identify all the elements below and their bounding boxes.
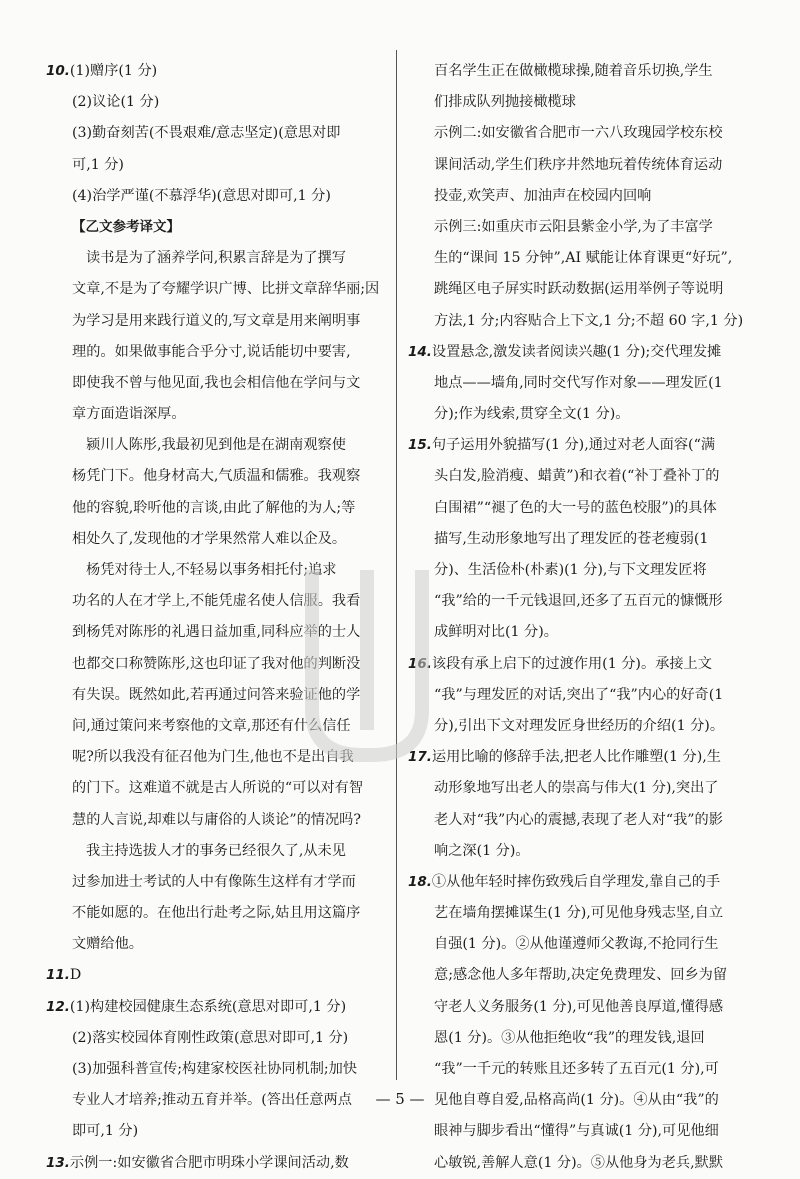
line-text: “我”一千元的转账且还多转了五百元(1 分),可 [434, 1061, 719, 1077]
line-text: 投壶,欢笑声、加油声在校园内回响 [434, 187, 652, 204]
question-number: 11. [46, 967, 70, 984]
right-line [408, 929, 748, 960]
line-text: 老人对“我”内心的震撼,表现了老人对“我”的影 [434, 811, 723, 828]
left-line [46, 898, 386, 929]
line-text: 有失误。既然如此,若再通过问答来验证他的学 [72, 686, 361, 703]
left-line [46, 1054, 386, 1085]
line-text: 也都交口称赞陈彤,这也印证了我对他的判断没 [72, 655, 361, 672]
line-text: (3)加强科普宣传;构建家校医社协同机制;加快 [72, 1061, 358, 1077]
right-line [408, 1054, 748, 1085]
left-line [46, 306, 386, 337]
line-text: “我”与理发匠的对话,突出了“我”内心的好奇(1 [434, 686, 724, 703]
line-text: 杨凭对待士人,不轻易以事务相托付;追求 [86, 562, 337, 578]
left-line [46, 555, 386, 586]
line-text: 他的容貌,聆听他的言谈,由此了解他的为人;等 [72, 499, 356, 516]
line-text: 文章,不是为了夸耀学识广博、比拼文章辞华丽;因 [72, 281, 380, 298]
section-heading: 【乙文参考译文】 [72, 218, 180, 235]
left-line [46, 805, 386, 836]
left-line [46, 368, 386, 399]
line-text: 艺在墙角摆摊谋生(1 分),可见他身残志坚,自立 [434, 905, 724, 922]
right-line [408, 867, 748, 898]
line-text: 成鲜明对比(1 分)。 [434, 624, 558, 641]
right-column [408, 56, 748, 1179]
line-text: 读书是为了涵养学问,积累言辞是为了撰写 [86, 250, 346, 267]
right-line [408, 617, 748, 648]
right-line [408, 836, 748, 867]
right-line [408, 960, 748, 991]
line-text: 方法,1 分;内容贴合上下文,1 分;不超 60 字,1 分) [434, 312, 744, 329]
question-number: 14. [408, 343, 432, 360]
line-text: 为学习是用来践行道义的,写文章是用来阐明事 [72, 312, 361, 329]
line-text: 问,通过策问来考察他的文章,那还有什么信任 [72, 717, 351, 734]
right-line [408, 274, 748, 305]
line-text: 呢?所以我没有征召他为门生,他也不是出自我 [72, 749, 354, 766]
right-line [408, 56, 748, 87]
right-line [408, 805, 748, 836]
left-line [46, 960, 386, 991]
line-text: 见他自尊自爱,品格高尚(1 分)。④从由“我”的 [434, 1092, 719, 1109]
line-text: (2)议论(1 分) [72, 94, 160, 111]
line-text: “我”给的一千元钱退回,还多了五百元的慷慨形 [434, 593, 723, 610]
line-text: 生的“课间 15 分钟”,AI 赋能让体育课更“好玩”, [434, 250, 733, 267]
line-text: 课间活动,学生们秩序井然地玩着传统体育运动 [434, 156, 723, 173]
left-line [46, 992, 386, 1023]
right-line [408, 368, 748, 399]
line-text: 意;感念他人多年帮助,决定免费理发、回乡为留 [434, 967, 728, 984]
left-line [46, 461, 386, 492]
left-line [46, 711, 386, 742]
left-line [46, 1023, 386, 1054]
question-number: 18. [408, 873, 432, 890]
line-text: 动形象地写出老人的崇高与伟大(1 分),突出了 [434, 780, 719, 797]
left-line [46, 56, 386, 87]
line-text: 不能如愿的。在他出行赴考之际,姑且用这篇序 [72, 905, 361, 922]
line-text: 运用比喻的修辞手法,把老人比作雕塑(1 分),生 [431, 749, 721, 766]
line-text: 即使我不曾与他见面,我也会相信他在学问与文 [72, 374, 361, 391]
line-text: 跳绳区电子屏实时跃动数据(运用举例子等说明 [434, 281, 724, 298]
right-line [408, 212, 748, 243]
line-text: 响之深(1 分)。 [434, 842, 530, 859]
right-line [408, 337, 748, 368]
line-text: (4)治学严谨(不慕浮华)(意思对即可,1 分) [72, 187, 331, 204]
right-line [408, 586, 748, 617]
right-line [408, 898, 748, 929]
left-line [46, 181, 386, 212]
right-line [408, 524, 748, 555]
right-line [408, 649, 748, 680]
line-text: 章方面造诣深厚。 [72, 406, 186, 423]
line-text: 设置悬念,激发读者阅读兴趣(1 分);交代理发摊 [431, 343, 722, 360]
column-divider [396, 50, 397, 1080]
right-line [408, 711, 748, 742]
line-text: 头白发,脸消瘦、蜡黄”)和衣着(“补丁叠补丁的 [434, 468, 720, 485]
line-text: (1)构建校园健康生态系统(意思对即可,1 分) [69, 998, 347, 1015]
question-number: 13. [46, 1154, 70, 1171]
right-line [408, 461, 748, 492]
line-text: 到杨凭对陈彤的礼遇日益加重,同科应举的士人 [72, 624, 361, 641]
left-line [46, 649, 386, 680]
right-line [408, 1148, 748, 1179]
left-line [46, 1148, 386, 1179]
left-line [46, 680, 386, 711]
left-line [46, 337, 386, 368]
line-text: 心敏锐,善解人意(1 分)。⑤从他身为老兵,默默 [434, 1154, 724, 1171]
left-line [46, 773, 386, 804]
line-text: 句子运用外貌描写(1 分),通过对老人面容(“满 [431, 437, 716, 454]
left-line [46, 399, 386, 430]
question-number: 12. [46, 998, 70, 1015]
line-text: (2)落实校园体育刚性政策(意思对即可,1 分) [72, 1029, 349, 1046]
line-text: 文赠给他。 [72, 936, 143, 953]
left-line [46, 243, 386, 274]
left-line [46, 212, 386, 243]
left-line [46, 867, 386, 898]
left-line [46, 617, 386, 648]
line-text: 们排成队列抛接橄榄球 [434, 94, 576, 111]
right-line [408, 680, 748, 711]
left-line [46, 524, 386, 555]
right-line [408, 430, 748, 461]
left-line [46, 430, 386, 461]
line-text: 颍川人陈彤,我最初见到他是在湖南观察使 [86, 437, 346, 454]
line-text: 示例三:如重庆市云阳县紫金小学,为了丰富学 [434, 218, 713, 235]
line-text: D [69, 967, 82, 984]
line-text: 地点——墙角,同时交代写作对象——理发匠(1 [434, 374, 723, 391]
right-line [408, 243, 748, 274]
line-text: (1)赠序(1 分) [69, 63, 158, 79]
right-line [408, 306, 748, 337]
line-text: 分),引出下文对理发匠身世经历的介绍(1 分)。 [434, 717, 725, 734]
right-line [408, 87, 748, 118]
left-line [46, 118, 386, 149]
left-line [46, 742, 386, 773]
line-text: 功名的人在才学上,不能凭虚名使人信服。我看 [72, 593, 361, 610]
right-line [408, 399, 748, 430]
line-text: 可,1 分) [72, 156, 124, 173]
line-text: 分)、生活俭朴(朴素)(1 分),与下文理发匠将 [434, 562, 707, 578]
left-line [46, 836, 386, 867]
right-line [408, 118, 748, 149]
left-line [46, 274, 386, 305]
right-line [408, 773, 748, 804]
left-line [46, 493, 386, 524]
line-text: 相处久了,发现他的才学果然常人难以企及。 [72, 530, 347, 547]
line-text: 示例二:如安徽省合肥市一六八玫瑰园学校东校 [434, 125, 723, 142]
line-text: 理的。如果做事能合乎分寸,说话能切中要害, [72, 343, 351, 360]
right-line [408, 181, 748, 212]
line-text: 恩(1 分)。③从他拒绝收“我”的理发钱,退回 [434, 1029, 705, 1046]
right-line [408, 992, 748, 1023]
line-text: 过参加进士考试的人中有像陈生这样有才学而 [72, 873, 356, 890]
question-number: 17. [408, 749, 432, 766]
line-text: ①从他年轻时摔伤致残后自学理发,靠自己的手 [431, 873, 721, 890]
right-line [408, 555, 748, 586]
line-text: (3)勤奋刻苦(不畏艰难/意志坚定)(意思对即 [72, 125, 341, 142]
left-line [46, 87, 386, 118]
line-text: 自强(1 分)。②从他谨遵师父教诲,不抢同行生 [434, 936, 719, 953]
line-text: 杨凭门下。他身材高大,气质温和儒雅。我观察 [72, 468, 361, 485]
right-line [408, 150, 748, 181]
right-line [408, 1023, 748, 1054]
line-text: 白围裙”“褪了色的大一号的蓝色校服”)的具体 [434, 499, 717, 516]
line-text: 分);作为线索,贯穿全文(1 分)。 [434, 406, 630, 423]
line-text: 百名学生正在做橄榄球操,随着音乐切换,学生 [434, 63, 713, 79]
line-text: 眼神与脚步看出“懂得”与真诚(1 分),可见他细 [434, 1123, 719, 1140]
line-text: 即可,1 分) [72, 1123, 139, 1140]
question-number: 15. [408, 437, 432, 454]
question-number: 16. [408, 655, 432, 672]
line-text: 守老人义务服务(1 分),可见他善良厚道,懂得感 [434, 998, 724, 1015]
right-line [408, 742, 748, 773]
line-text: 专业人才培养;推动五育并举。(答出任意两点 [72, 1092, 352, 1109]
question-number: 10. [46, 63, 70, 79]
left-line [46, 929, 386, 960]
page-number: — 5 — [375, 1090, 425, 1108]
line-text: 慧的人言说,却难以与庸俗的人谈论”的情况吗? [72, 811, 361, 828]
line-text: 的门下。这难道不就是古人所说的“可以对有智 [72, 780, 364, 797]
line-text: 我主持选拔人才的事务已经很久了,从未见 [86, 842, 346, 859]
line-text: 描写,生动形象地写出了理发匠的苍老瘦弱(1 [434, 530, 709, 547]
left-line [46, 586, 386, 617]
right-line [408, 493, 748, 524]
left-column [46, 56, 386, 1179]
line-text: 示例一:如安徽省合肥市明珠小学课间活动,数 [69, 1154, 349, 1171]
left-line [46, 150, 386, 181]
line-text: 该段有承上启下的过渡作用(1 分)。承接上文 [431, 655, 712, 672]
